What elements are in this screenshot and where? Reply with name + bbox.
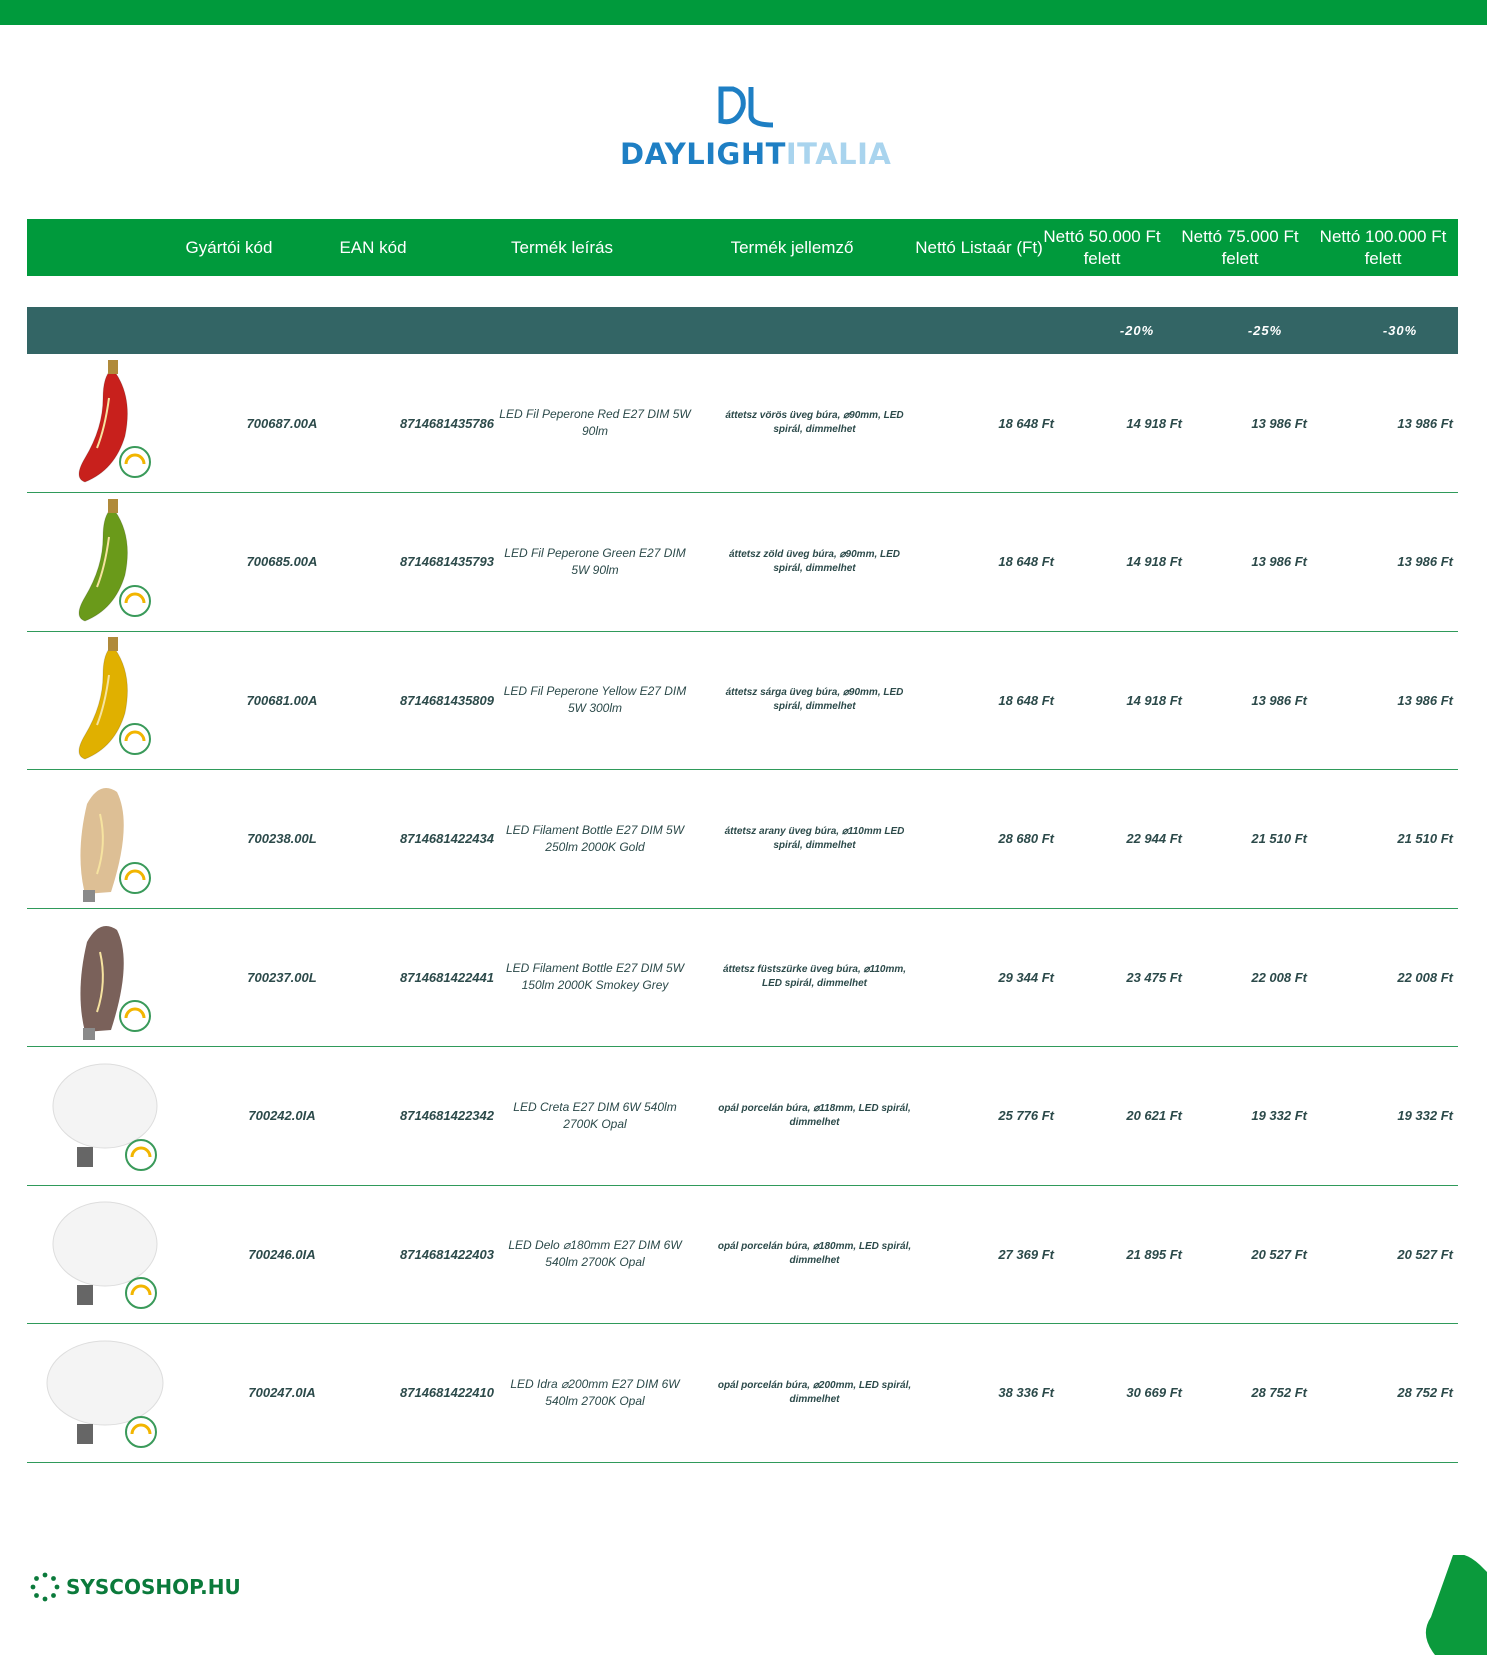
syscoshop-logo[interactable] [30, 1572, 241, 1602]
price-75k: 13 986 Ft [1251, 692, 1307, 708]
price-75k: 13 986 Ft [1251, 554, 1307, 569]
product-description: LED Creta E27 DIM 6W 540lm 2700K Opal [513, 1099, 677, 1131]
price-75k: 22 008 Ft [1251, 969, 1307, 985]
manufacturer-code: 700687.00A [246, 415, 318, 431]
daylight-italia-logo [620, 85, 892, 175]
table-row [27, 1185, 1458, 1324]
price-50k: 21 895 Ft [1126, 1246, 1182, 1262]
product-feature: opál porcelán búra, ⌀180mm, LED spirál, dimmelhet [717, 1241, 912, 1266]
header-description: Termék leírás [510, 237, 614, 257]
product-image [45, 912, 165, 1042]
price-100k: 28 752 Ft [1397, 1385, 1453, 1400]
header-100k: Nettó 100.000 Ft felett [1319, 226, 1447, 268]
syscoshop-logo-icon [30, 1572, 60, 1602]
price-50k: 30 669 Ft [1126, 1385, 1182, 1400]
price-100k: 22 008 Ft [1397, 969, 1453, 985]
product-description: LED Fil Peperone Yellow E27 DIM 5W 300lm [503, 684, 687, 715]
discount-30: -30% [1382, 323, 1418, 338]
product-image [45, 1189, 165, 1319]
product-feature: opál porcelán búra, ⌀200mm, LED spirál, dimmelhet [717, 1379, 912, 1405]
manufacturer-code: 700685.00A [246, 554, 318, 569]
ean-code: 8714681435809 [400, 692, 494, 708]
price-75k: 28 752 Ft [1251, 1385, 1307, 1400]
product-description: LED Filament Bottle E27 DIM 5W 150lm 2000K Smokey Grey [505, 961, 685, 992]
price-50k: 20 621 Ft [1126, 1108, 1182, 1123]
ean-code: 8714681422441 [400, 969, 494, 985]
header-75k: Nettó 75.000 Ft felett [1181, 226, 1299, 268]
list-price: 18 648 Ft [998, 692, 1054, 708]
list-price: 29 344 Ft [998, 969, 1054, 985]
discount-20: -20% [1119, 323, 1155, 338]
list-price: 18 648 Ft [998, 554, 1054, 569]
corner-decoration [1425, 1555, 1487, 1655]
discount-row [27, 307, 1458, 354]
table-row [27, 1324, 1458, 1463]
product-description: LED Idra ⌀200mm E27 DIM 6W 540lm 2700K Opal [510, 1376, 680, 1408]
price-100k: 13 986 Ft [1397, 554, 1453, 569]
product-image [45, 774, 165, 904]
price-100k: 13 986 Ft [1397, 692, 1453, 708]
table-row [27, 770, 1458, 909]
header-manufacturer-code: Gyártói kód [185, 237, 273, 257]
table-row [27, 1047, 1458, 1186]
product-description: LED Fil Peperone Green E27 DIM 5W 90lm [504, 545, 686, 577]
brand-part1: DAYLIGHT [620, 137, 786, 171]
product-image [45, 358, 165, 488]
product-description: LED Delo ⌀180mm E27 DIM 6W 540lm 2700K Opal [508, 1238, 682, 1269]
manufacturer-code: 700237.00L [247, 969, 317, 985]
ean-code: 8714681422342 [400, 1108, 494, 1123]
table-row [27, 493, 1458, 632]
table-header [27, 219, 1458, 276]
ean-code: 8714681422434 [400, 831, 494, 846]
price-100k: 13 986 Ft [1397, 415, 1453, 431]
price-50k: 23 475 Ft [1126, 969, 1182, 985]
list-price: 38 336 Ft [998, 1385, 1054, 1400]
footer-site-name: SYSCOSHOP.HU [66, 1575, 241, 1599]
header-ean: EAN kód [339, 237, 407, 257]
price-100k: 20 527 Ft [1397, 1246, 1453, 1262]
manufacturer-code: 700238.00L [247, 831, 317, 846]
product-feature: áttetsz sárga üveg búra, ⌀90mm, LED spirál, dimmelhet [725, 687, 904, 712]
price-50k: 22 944 Ft [1126, 831, 1182, 846]
price-100k: 19 332 Ft [1397, 1108, 1453, 1123]
price-50k: 14 918 Ft [1126, 692, 1182, 708]
price-100k: 21 510 Ft [1397, 831, 1453, 846]
top-green-bar [0, 0, 1487, 25]
price-75k: 21 510 Ft [1251, 831, 1307, 846]
table-row [27, 631, 1458, 770]
product-feature: áttetsz arany üveg búra, ⌀110mm LED spirál, dimmelhet [724, 825, 905, 851]
table-row [27, 908, 1458, 1047]
product-image [45, 497, 165, 627]
product-feature: áttetsz zöld üveg búra, ⌀90mm, LED spirál, dimmelhet [728, 548, 901, 574]
product-image [45, 635, 165, 765]
product-feature: opál porcelán búra, ⌀118mm, LED spirál, dimmelhet [718, 1102, 911, 1128]
product-description: LED Fil Peperone Red E27 DIM 5W 90lm [499, 407, 691, 438]
header-feature: Termék jellemző [730, 237, 854, 257]
discount-25: -25% [1247, 323, 1283, 338]
manufacturer-code: 700246.0IA [248, 1246, 316, 1262]
product-image [45, 1051, 165, 1181]
brand-part2: ITALIA [785, 137, 892, 171]
header-list-price: Nettó Listaár (Ft) [915, 237, 1043, 257]
ean-code: 8714681422403 [400, 1246, 494, 1262]
list-price: 25 776 Ft [998, 1108, 1054, 1123]
ean-code: 8714681422410 [400, 1385, 494, 1400]
table-row [27, 354, 1458, 493]
list-price: 27 369 Ft [998, 1246, 1054, 1262]
manufacturer-code: 700247.0IA [248, 1385, 316, 1400]
list-price: 28 680 Ft [998, 831, 1054, 846]
ean-code: 8714681435786 [400, 415, 494, 431]
list-price: 18 648 Ft [998, 415, 1054, 431]
brand-wordmark [620, 137, 891, 171]
product-image [45, 1328, 165, 1458]
manufacturer-code: 700242.0IA [248, 1108, 316, 1123]
price-75k: 20 527 Ft [1251, 1246, 1307, 1262]
header-50k: Nettó 50.000 Ft felett [1043, 226, 1161, 268]
product-feature: áttetsz vörös üveg búra, ⌀90mm, LED spirál, dimmelhet [725, 410, 904, 435]
price-75k: 19 332 Ft [1251, 1108, 1307, 1123]
dl-logo-icon [715, 85, 775, 129]
price-50k: 14 918 Ft [1126, 415, 1182, 431]
product-feature: áttetsz füstszürke üveg búra, ⌀110mm, LED spirál, dimmelhet [722, 964, 907, 989]
product-description: LED Filament Bottle E27 DIM 5W 250lm 2000K Gold [505, 822, 685, 854]
manufacturer-code: 700681.00A [246, 692, 318, 708]
price-75k: 13 986 Ft [1251, 415, 1307, 431]
ean-code: 8714681435793 [400, 554, 494, 569]
price-50k: 14 918 Ft [1126, 554, 1182, 569]
